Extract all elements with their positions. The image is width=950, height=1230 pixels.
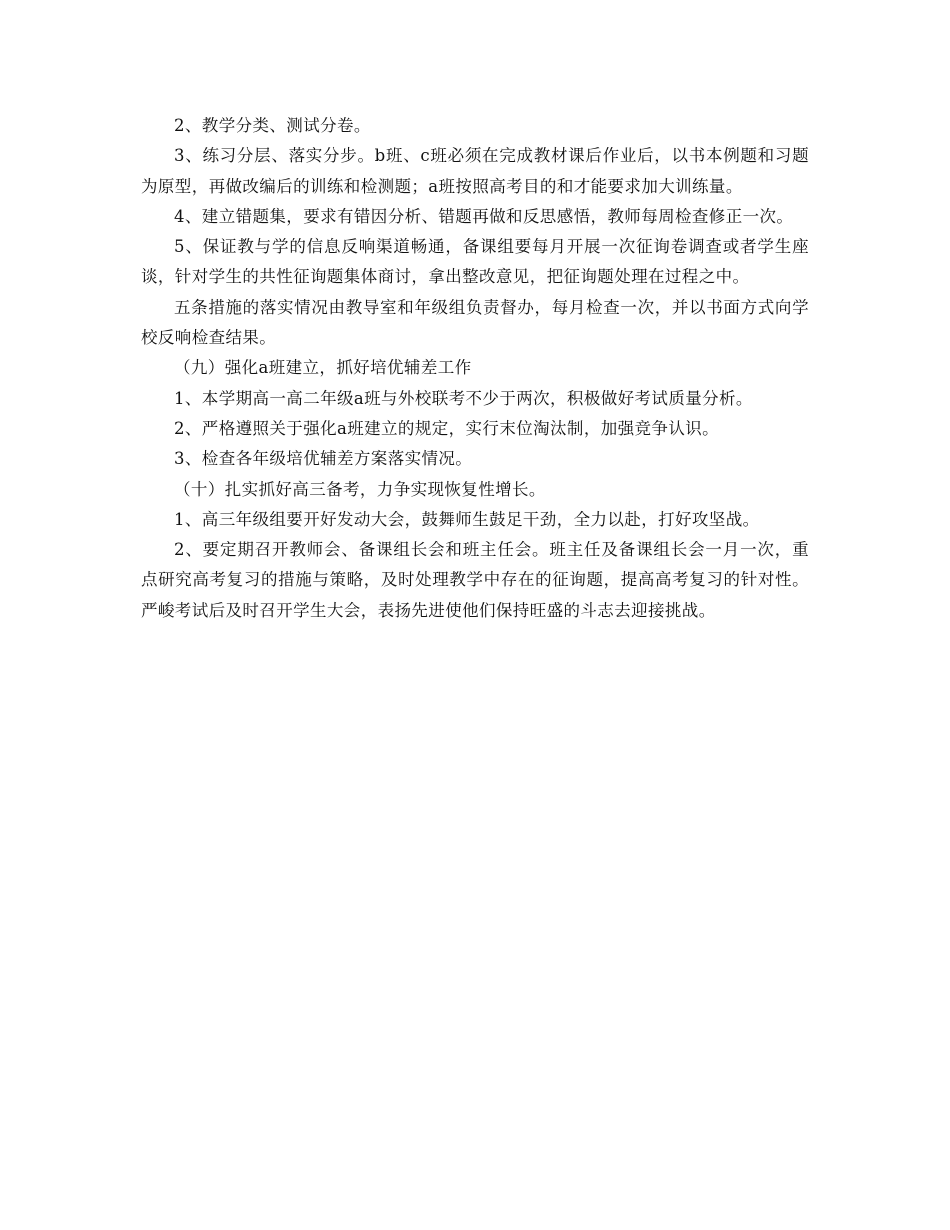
paragraph-item-4: 4、建立错题集，要求有错因分析、错题再做和反思感悟，教师每周检查修正一次。 [174,206,794,226]
section-heading-10: （十）扎实抓好高三备考，力争实现恢复性增长。 [174,479,546,499]
paragraph-9-item-1: 1、本学期高一高二年级a班与外校联考不少于两次，积极做好考试质量分析。 [174,388,753,408]
paragraph-9-item-2: 2、严格遵照关于强化a班建立的规定，实行末位淘汰制，加强竞争认识。 [174,418,720,438]
paragraph-10-item-2: 2、要定期召开教师会、备课组长会和班主任会。班主任及备课组长会一月一次，重点研究高考复习的措施与策略，及时处理教学中存在的征询题，提高高考复习的针对性。严峻考试后及时召开学生大会，表扬先进使他们保持旺盛的斗志去迎接挑战。 [141,540,809,620]
paragraph-item-5: 5、保证教与学的信息反响渠道畅通，备课组要每月开展一次征询卷调查或者学生座谈，针对学生的共性征询题集体商讨，拿出整改意见，把征询题处理在过程之中。 [141,237,809,287]
document-page [141,111,809,626]
paragraph-9-item-3: 3、检查各年级培优辅差方案落实情况。 [174,449,473,469]
paragraph-item-2: 2、教学分类、测试分卷。 [174,116,371,135]
paragraph-10-item-1: 1、高三年级组要开好发动大会，鼓舞师生鼓足干劲，全力以赴，打好攻坚战。 [174,509,760,529]
paragraph-item-3: 3、练习分层、落实分步。b班、c班必须在完成教材课后作业后，以书本例题和习题为原型，再做改编后的训练和检测题；a班按照高考目的和才能要求加大训练量。 [141,146,809,196]
section-heading-9: （九）强化a班建立，抓好培优辅差工作 [174,358,472,378]
paragraph-summary: 五条措施的落实情况由教导室和年级组负责督办，每月检查一次，并以书面方式向学校反响检查结果。 [141,297,809,348]
